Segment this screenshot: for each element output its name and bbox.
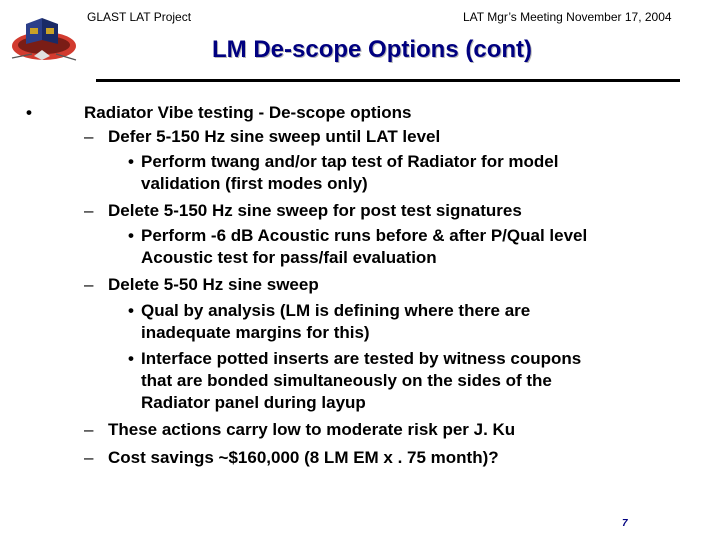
bullet-continuation: that are bonded simultaneously on the sides of the	[141, 371, 552, 390]
bullet-glyph: •	[128, 301, 134, 320]
bullet-continuation: Radiator panel during layup	[141, 393, 366, 412]
bullet-level3	[128, 349, 581, 369]
bullet-level2	[84, 448, 499, 468]
bullet-text: Delete 5-150 Hz sine sweep for post test signatures	[108, 201, 522, 220]
bullet-text: Radiator Vibe testing - De-scope options	[84, 103, 412, 122]
bullet-glyph: •	[128, 152, 134, 171]
title-divider	[96, 79, 680, 82]
bullet-text: These actions carry low to moderate risk per J. Ku	[108, 420, 516, 439]
header-meeting: LAT Mgr’s Meeting November 17, 2004	[463, 10, 672, 24]
dash-glyph: –	[84, 275, 94, 294]
slide-title: LM De-scope Options (cont)	[212, 36, 532, 63]
bullet-text: Qual by analysis (LM is defining where there are	[141, 301, 531, 320]
bullet-text: Cost savings ~$160,000 (8 LM EM x . 75 month)?	[108, 448, 499, 467]
bullet-text: Perform -6 dB Acoustic runs before & after P/Qual level	[141, 226, 588, 245]
dash-glyph: –	[84, 127, 94, 146]
bullet-level3	[128, 226, 587, 246]
bullet-glyph: •	[26, 103, 32, 122]
dash-glyph: –	[84, 448, 94, 467]
bullet-continuation: inadequate margins for this)	[141, 323, 370, 342]
bullet-level2	[84, 201, 522, 221]
page-number: 7	[622, 518, 628, 529]
bullet-text: Defer 5-150 Hz sine sweep until LAT level	[108, 127, 441, 146]
bullet-text: Interface potted inserts are tested by witness coupons	[141, 349, 582, 368]
bullet-level2	[84, 420, 515, 440]
bullet-glyph: •	[128, 226, 134, 245]
bullet-text: Perform twang and/or tap test of Radiator for model	[141, 152, 559, 171]
bullet-level2	[84, 127, 440, 147]
bullet-level1	[26, 103, 411, 123]
bullet-continuation: validation (first modes only)	[141, 174, 368, 193]
bullet-text: Delete 5-50 Hz sine sweep	[108, 275, 319, 294]
dash-glyph: –	[84, 420, 94, 439]
bullet-continuation: Acoustic test for pass/fail evaluation	[141, 248, 437, 267]
header-project: GLAST LAT Project	[87, 10, 192, 24]
bullet-glyph: •	[128, 349, 134, 368]
dash-glyph: –	[84, 201, 94, 220]
bullet-level3	[128, 301, 530, 321]
bullet-level2	[84, 275, 319, 295]
bullet-level3	[128, 152, 558, 172]
